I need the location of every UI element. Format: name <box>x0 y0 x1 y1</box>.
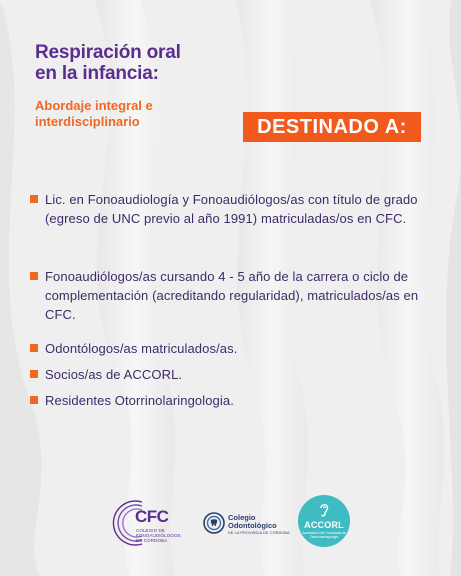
bullet-square-icon <box>30 195 38 203</box>
audience-item <box>30 339 440 358</box>
audience-item-text: Odontólogos/as matriculados/as. <box>45 341 238 356</box>
colegio-odontologico-logo <box>203 512 313 542</box>
sponsor-logos <box>0 490 461 560</box>
audience-item <box>30 365 440 384</box>
colegio-odontologico-subtitle: DE LA PROVINCIA DE CÓRDOBA <box>228 531 290 535</box>
accorl-subtitle: Asociación Civil Cordobesa de Otorrinolaringología <box>302 531 346 539</box>
page-title: Respiración oral en la infancia: <box>35 42 181 84</box>
audience-item-text: Fonoaudiólogos/as cursando 4 - 5 año de la carrera o ciclo de complementación (acreditando regularidad), matriculados/as en CFC. <box>45 269 419 322</box>
audience-item-text: Lic. en Fonoaudiología y Fonoaudiólogos/as con título de grado (egreso de UNC previo al año 1991) matriculadas/os en CFC. <box>45 192 418 226</box>
destinado-badge: DESTINADO A: <box>243 112 421 142</box>
audience-item-text: Socios/as de ACCORL. <box>45 367 183 382</box>
bullet-square-icon <box>30 370 38 378</box>
cfc-logo <box>112 496 202 550</box>
bullet-square-icon <box>30 272 38 280</box>
audience-item <box>30 267 440 324</box>
bullet-square-icon <box>30 344 38 352</box>
audience-item-text: Residentes Otorrinolaringologia. <box>45 393 234 408</box>
page-subtitle: Abordaje integral e interdisciplinario <box>35 98 153 129</box>
colegio-odontologico-name: Colegio Odontológico <box>228 513 277 530</box>
bullet-square-icon <box>30 396 38 404</box>
cfc-logo-subtitle: COLEGIO DE FONOAUDIÓLOGOS DE CÓRDOBA <box>136 528 181 543</box>
accorl-name: ACCORL <box>304 520 344 530</box>
cfc-logo-mark: CFC <box>135 507 169 526</box>
accorl-logo <box>298 495 350 547</box>
audience-item <box>30 190 440 228</box>
audience-item <box>30 391 440 410</box>
tooth-seal-icon <box>203 512 225 534</box>
ear-icon <box>318 502 330 518</box>
